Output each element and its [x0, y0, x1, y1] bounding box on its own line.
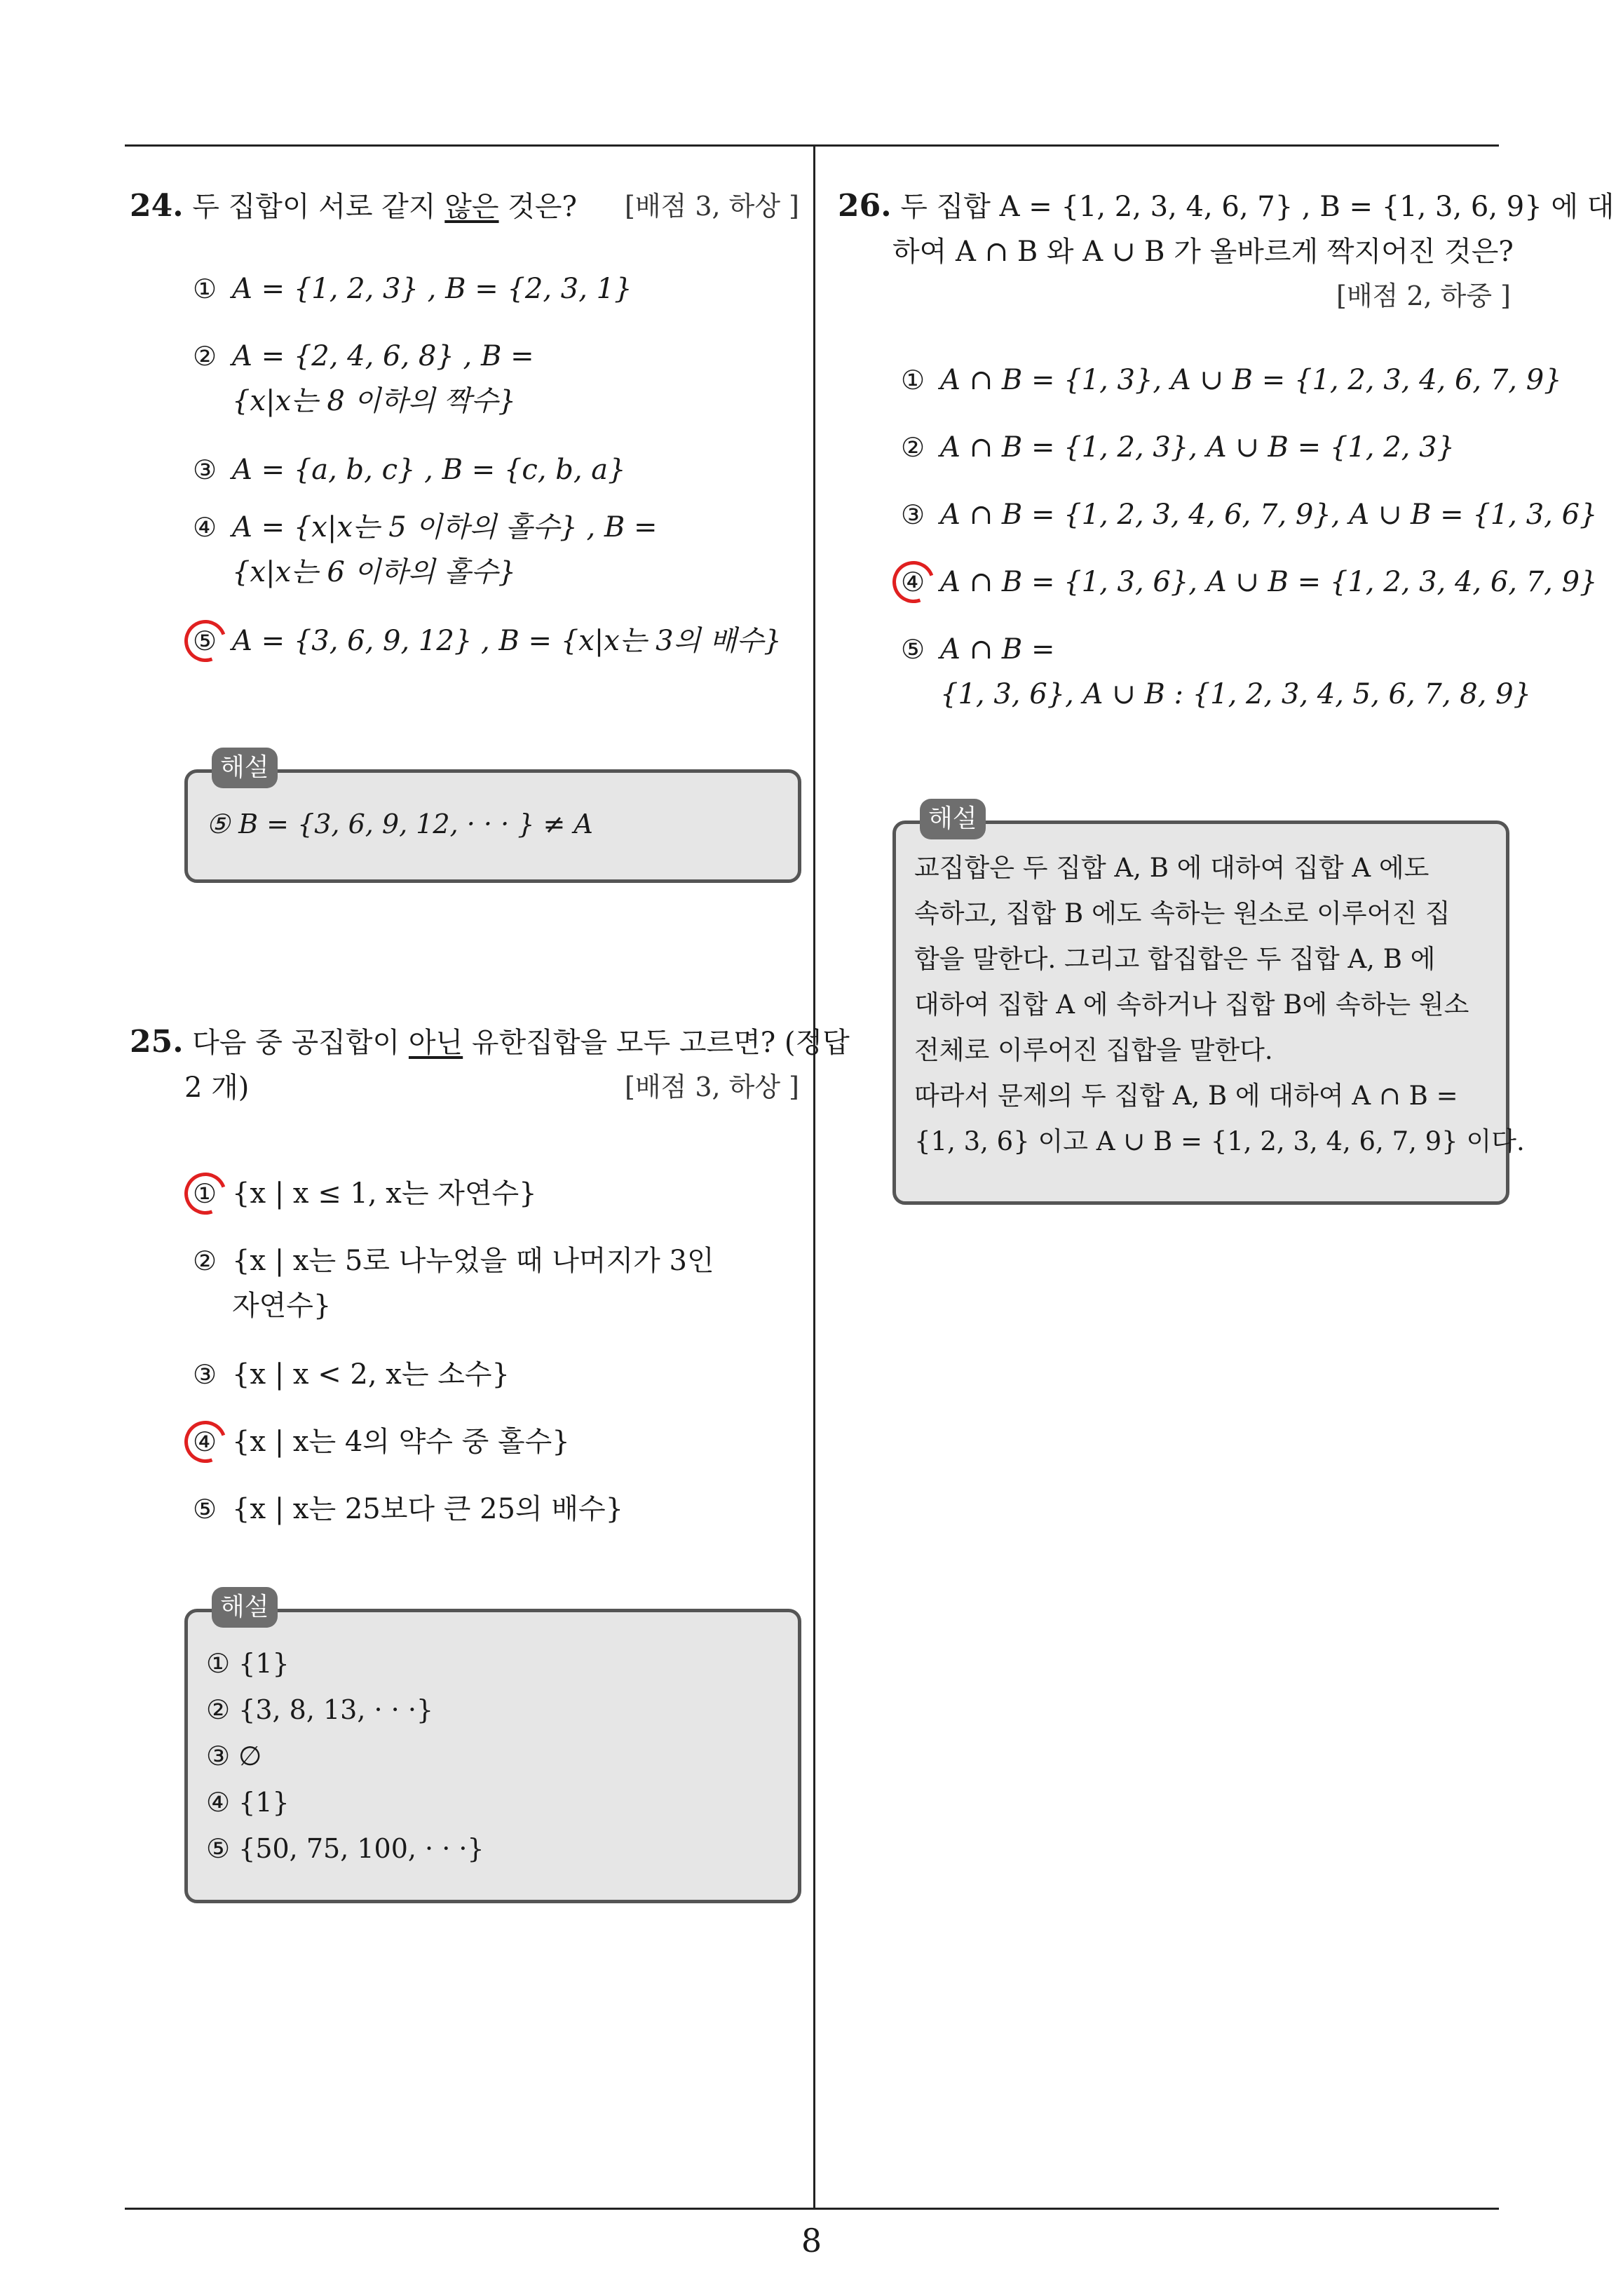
choice-24-1[interactable]	[193, 266, 632, 311]
explanation-box-26	[892, 804, 1525, 1205]
choice-text: A = {x|x는 5 이하의 홀수} , B =	[232, 511, 658, 543]
explanation-tab: 해설	[920, 799, 986, 839]
page-number: 8	[801, 2222, 822, 2260]
bottom-rule	[125, 2208, 1499, 2210]
question-text: 두 집합이 서로 같지	[192, 191, 436, 223]
choice-number: ②	[901, 432, 925, 463]
explanation-line: 전체로 이루어진 집합을 말한다.	[914, 1035, 1273, 1065]
question-text-end: 것은?	[508, 191, 577, 223]
grade-label: [배점 2, 하중 ]	[1336, 281, 1511, 311]
choice-text: A = {1, 2, 3} , B = {2, 3, 1}	[232, 273, 632, 305]
top-rule	[125, 144, 1499, 147]
explanation-box-24	[184, 753, 801, 883]
question-text-line2: 2 개)	[184, 1072, 250, 1104]
explanation-box-25	[184, 1593, 801, 1903]
question-24	[130, 184, 799, 229]
choice-text-cont: {x|x는 8 이하의 짝수}	[232, 385, 516, 417]
question-text-end: 유한집합을 모두 고르면? (정답	[471, 1027, 850, 1059]
choice-25-5[interactable]	[193, 1487, 623, 1532]
choice-text-cont: 자연수}	[232, 1290, 332, 1322]
question-emphasis: 않은	[444, 191, 499, 223]
explanation-line: ② {3, 8, 13, · · ·}	[206, 1694, 434, 1725]
explanation-tab: 해설	[212, 1587, 278, 1628]
choice-26-3[interactable]	[901, 492, 1598, 537]
explanation-line: 속하고, 집합 B 에도 속하는 원소로 이루어진 집	[914, 898, 1451, 928]
choice-25-3[interactable]	[193, 1352, 510, 1397]
choice-text: A ∩ B = {1, 3}, A ∪ B = {1, 2, 3, 4, 6, 7, 9}	[940, 364, 1562, 396]
choice-26-1[interactable]	[901, 358, 1562, 403]
choice-text: A ∩ B = {1, 2, 3}, A ∪ B = {1, 2, 3}	[940, 431, 1455, 464]
choice-text: {x | x는 25보다 큰 25의 배수}	[232, 1493, 624, 1525]
choice-number: ③	[193, 1359, 217, 1390]
choice-24-3[interactable]	[193, 447, 626, 492]
choice-24-4[interactable]	[193, 505, 658, 595]
explanation-line: ③ ∅	[206, 1741, 262, 1771]
explanation-text: ⑤ B = {3, 6, 9, 12, · · · } ≠ A	[206, 809, 593, 839]
choice-text: A = {a, b, c} , B = {c, b, a}	[232, 454, 626, 486]
explanation-line: 따라서 문제의 두 집합 A, B 에 대하여 A ∩ B =	[914, 1081, 1458, 1111]
explanation-line: 교집합은 두 집합 A, B 에 대하여 집합 A 에도	[914, 853, 1430, 883]
question-number: 26.	[838, 188, 892, 224]
choice-text: {x | x < 2, x는 소수}	[232, 1358, 510, 1391]
choice-number: ③	[193, 454, 217, 485]
choice-26-4[interactable]	[901, 560, 1598, 605]
choice-text-cont: {1, 3, 6}, A ∪ B : {1, 2, 3, 4, 5, 6, 7, 8, 9}	[940, 678, 1532, 710]
explanation-line: ④ {1}	[206, 1787, 290, 1818]
explanation-tab: 해설	[212, 748, 278, 788]
choice-number: ①	[193, 1178, 217, 1209]
choice-number: ④	[193, 512, 217, 543]
choice-text: A = {3, 6, 9, 12} , B = {x|x는 3의 배수}	[232, 625, 782, 657]
choice-text: A ∩ B =	[940, 633, 1055, 666]
choice-text-cont: {x|x는 6 이하의 홀수}	[232, 556, 516, 588]
explanation-line: {1, 3, 6} 이고 A ∪ B = {1, 2, 3, 4, 6, 7, 9} 이다.	[914, 1126, 1525, 1156]
question-number: 24.	[130, 188, 184, 224]
choice-number: ①	[193, 274, 217, 304]
choice-25-4[interactable]	[193, 1419, 570, 1464]
choice-24-2[interactable]	[193, 334, 534, 424]
choice-number: ③	[901, 499, 925, 530]
grade-label: [배점 3, 하상 ]	[625, 191, 799, 222]
explanation-line: ⑤ {50, 75, 100, · · ·}	[206, 1833, 484, 1864]
choice-text: {x | x는 5로 나누었을 때 나머지가 3인	[232, 1245, 714, 1277]
question-25	[130, 1020, 850, 1110]
choice-number: ⑤	[193, 1494, 217, 1525]
question-text: 두 집합 A = {1, 2, 3, 4, 6, 7} , B = {1, 3, 6, 9} 에 대	[900, 191, 1615, 223]
explanation-line: 합을 말한다. 그리고 합집합은 두 집합 A, B 에	[914, 944, 1436, 974]
explanation-line: 대하여 집합 A 에 속하거나 집합 B에 속하는 원소	[914, 990, 1469, 1020]
choice-number: ⑤	[193, 626, 217, 656]
choice-number: ①	[901, 365, 925, 396]
choice-number: ②	[193, 341, 217, 372]
question-text: 다음 중 공집합이	[192, 1027, 400, 1059]
choice-number: ④	[193, 1426, 217, 1457]
column-divider	[813, 144, 815, 2209]
choice-number: ④	[901, 567, 925, 597]
choice-25-1[interactable]	[193, 1171, 537, 1216]
choice-text: A = {2, 4, 6, 8} , B =	[232, 340, 534, 372]
choice-25-2[interactable]	[193, 1238, 714, 1328]
choice-text: A ∩ B = {1, 3, 6}, A ∪ B = {1, 2, 3, 4, 6, 7, 9}	[940, 566, 1598, 598]
choice-24-5[interactable]	[193, 619, 782, 663]
choice-26-5[interactable]	[901, 627, 1531, 717]
choice-number: ②	[193, 1245, 217, 1276]
question-number: 25.	[130, 1024, 184, 1060]
choice-text: A ∩ B = {1, 2, 3, 4, 6, 7, 9}, A ∪ B = {1, 3, 6}	[940, 499, 1598, 531]
choice-number: ⑤	[901, 634, 925, 665]
choice-26-2[interactable]	[901, 425, 1455, 470]
grade-label: [배점 3, 하상 ]	[625, 1072, 799, 1102]
question-emphasis: 아닌	[408, 1027, 463, 1059]
question-26	[838, 184, 1615, 311]
choice-text: {x | x는 4의 약수 중 홀수}	[232, 1426, 570, 1458]
question-text-line2: 하여 A ∩ B 와 A ∪ B 가 올바르게 짝지어진 것은?	[892, 236, 1514, 268]
explanation-line: ① {1}	[206, 1648, 290, 1679]
choice-text: {x | x ≤ 1, x는 자연수}	[232, 1177, 537, 1210]
